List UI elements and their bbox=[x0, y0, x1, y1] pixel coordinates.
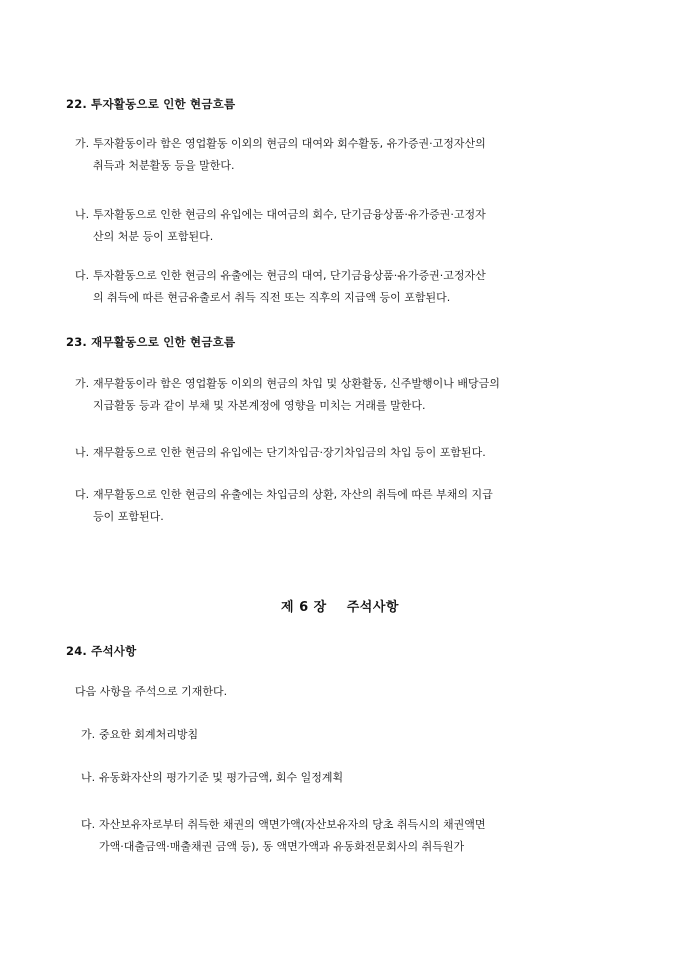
item-line-1: 유동화자산의 평가기준 및 평가금액, 회수 일정계획 bbox=[99, 771, 344, 784]
item-marker: 나. bbox=[81, 771, 96, 784]
item-line-2: 취득과 처분활동 등을 말한다. bbox=[93, 159, 235, 172]
item-line-1: 재무활동으로 인한 현금의 유출에는 차입금의 상환, 자산의 취득에 따른 부채의 지급 bbox=[93, 488, 493, 501]
item-marker: 나. bbox=[75, 208, 90, 221]
item-line-2: 가액·대출금액·매출채권 금액 등), 동 액면가액과 유동화전문회사의 취득원가 bbox=[99, 840, 465, 853]
item-line-1: 재무활동으로 인한 현금의 유입에는 단기차입금·장기차입금의 차입 등이 포함된다. bbox=[93, 446, 486, 459]
item-marker: 다. bbox=[81, 818, 96, 831]
item-line-2: 등이 포함된다. bbox=[93, 510, 164, 523]
item-line-1: 중요한 회계처리방침 bbox=[99, 728, 199, 741]
chapter-number: 제 6 장 bbox=[281, 600, 327, 615]
item-marker: 가. bbox=[75, 137, 90, 150]
item-line-1: 재무활동이라 함은 영업활동 이외의 현금의 차입 및 상환활동, 신주발행이나 배당금의 bbox=[93, 377, 500, 390]
section-23-item-na bbox=[75, 442, 620, 464]
section-24-heading: 24. 주석사항 bbox=[66, 644, 137, 658]
item-line-2: 의 취득에 따른 현금유출로서 취득 직전 또는 직후의 지급액 등이 포함된다. bbox=[93, 291, 451, 304]
item-marker: 가. bbox=[81, 728, 96, 741]
item-line-1: 투자활동으로 인한 현금의 유출에는 현금의 대여, 단기금융상품·유가증권·고정자산 bbox=[93, 269, 486, 282]
chapter-name: 주석사항 bbox=[346, 600, 399, 615]
item-marker: 다. bbox=[75, 488, 90, 501]
item-line-2: 산의 처분 등이 포함된다. bbox=[93, 230, 214, 243]
section-24-item-na bbox=[81, 767, 621, 789]
item-line-1: 투자활동이라 함은 영업활동 이외의 현금의 대여와 회수활동, 유가증권·고정자산의 bbox=[93, 137, 486, 150]
section-22-heading: 22. 투자활동으로 인한 현금흐름 bbox=[66, 97, 236, 111]
section-24-intro: 다음 사항을 주석으로 기재한다. bbox=[75, 685, 228, 698]
item-marker: 다. bbox=[75, 269, 90, 282]
section-23-heading: 23. 재무활동으로 인한 현금흐름 bbox=[66, 335, 236, 349]
section-23-item-ga bbox=[75, 373, 620, 417]
section-22-item-ga bbox=[75, 133, 620, 177]
item-marker: 가. bbox=[75, 377, 90, 390]
section-24-item-da bbox=[81, 814, 621, 858]
section-23-item-da bbox=[75, 484, 620, 528]
section-24-item-ga bbox=[81, 724, 621, 746]
item-marker: 나. bbox=[75, 446, 90, 459]
item-line-1: 투자활동으로 인한 현금의 유입에는 대여금의 회수, 단기금융상품·유가증권·고정자 bbox=[93, 208, 486, 221]
section-22-item-na bbox=[75, 204, 620, 248]
section-22-item-da bbox=[75, 265, 620, 309]
item-line-1: 자산보유자로부터 취득한 채권의 액면가액(자산보유자의 당초 취득시의 채권액면 bbox=[99, 818, 486, 831]
chapter-title bbox=[0, 596, 680, 615]
item-line-2: 지급활동 등과 같이 부채 및 자본계정에 영향을 미치는 거래를 말한다. bbox=[93, 399, 426, 412]
